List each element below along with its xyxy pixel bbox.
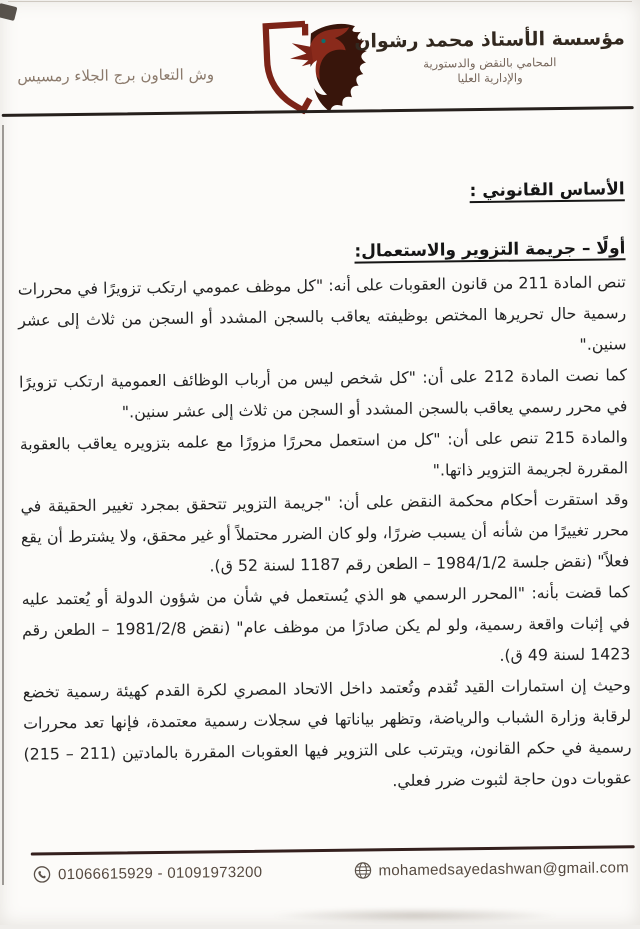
email-address: mohamedsayedashwan@gmail.com xyxy=(378,859,629,879)
body-paragraph: والمادة 215 تنص على أن: "كل من استعمل محررًا مزورًا مع علمه بتزويره يعاقب بالعقوبة المقررة لجريمة التزوير ذاتها." xyxy=(20,421,629,490)
body-paragraph: وقد استقرت أحكام محكمة النقض على أن: "جريمة التزوير تتحقق بمجرد تغيير الحقيقة في محرر تغييرًا من شأنه أن يسبب ضررًا، ولو كان الضرر محتملاً أو غير محقق، ولا يشترط أن يقع فعلاً" (نقض جلسة 1984/1/2 – الطعن رقم 1187 لسنة 52 ق). xyxy=(20,483,629,583)
forgery-crime-heading: أولًا – جريمة التزوير والاستعمال: xyxy=(354,238,625,261)
body-paragraph: كما قضت بأنه: "المحرر الرسمي هو الذي يُستعمل في شأن من شؤون الدولة أو يُعتمد عليه في إثبات واقعة رسمية، ولو لم يكن صادرًا من موظف عام" (نقض 1981/2/8 – الطعن رقم 1423 لسنة 49 ق). xyxy=(21,576,630,676)
legal-basis-heading: الأساس القانوني : xyxy=(469,179,624,201)
phone-contact xyxy=(33,863,263,884)
footer xyxy=(33,854,629,887)
phone-numbers: 01066615929 - 01091973200 xyxy=(58,863,263,882)
globe-icon xyxy=(353,861,371,879)
scan-smudge xyxy=(270,908,560,923)
email-contact xyxy=(353,858,629,879)
body-paragraph: تنص المادة 211 من قانون العقوبات على أنه: "كل موظف عمومي ارتكب تزويرًا في محررات رسمية حال تحريرها المختص بوظيفته يعاقب بالسجن المشدد أو السجن من ثلاث إلى عشر سنين." xyxy=(18,266,627,366)
firm-identity xyxy=(354,26,625,87)
office-address: وش التعاون برج الجلاء رمسيس xyxy=(17,65,214,85)
firm-subtitle-line2: والإدارية العليا xyxy=(355,69,626,87)
phone-icon xyxy=(33,865,51,883)
legal-memo-body xyxy=(18,266,632,800)
firm-name: مؤسسة الأستاذ محمد رشوان xyxy=(354,26,625,53)
body-paragraph: وحيث إن استمارات القيد تُقدم وتُعتمد داخل الاتحاد المصري لكرة القدم كهيئة رسمية تخضع لرقابة وزارة الشباب والرياضة، وتظهر بياناتها في سجلات رسمية معتمدة، فإنها تعد محررات رسمية في حكم القانون، ويترتب على التزوير فيها العقوبات المقررة بالمادتين (211 – 215) عقوبات دون حاجة لثبوت ضرر فعلي. xyxy=(23,669,632,800)
scan-top-edge xyxy=(8,1,632,2)
firm-subtitle-line1: المحامي بالنقض والدستورية xyxy=(354,54,625,72)
body-paragraph: كما نصت المادة 212 على أن: "كل شخص ليس من أرباب الوظائف العمومية ارتكب تزويرًا في محرر رسمي يعاقب بالسجن المشدد أو السجن من ثلاث إلى عشر سنين." xyxy=(19,359,628,428)
scan-edge-line xyxy=(2,125,4,885)
footer-divider xyxy=(31,845,635,855)
